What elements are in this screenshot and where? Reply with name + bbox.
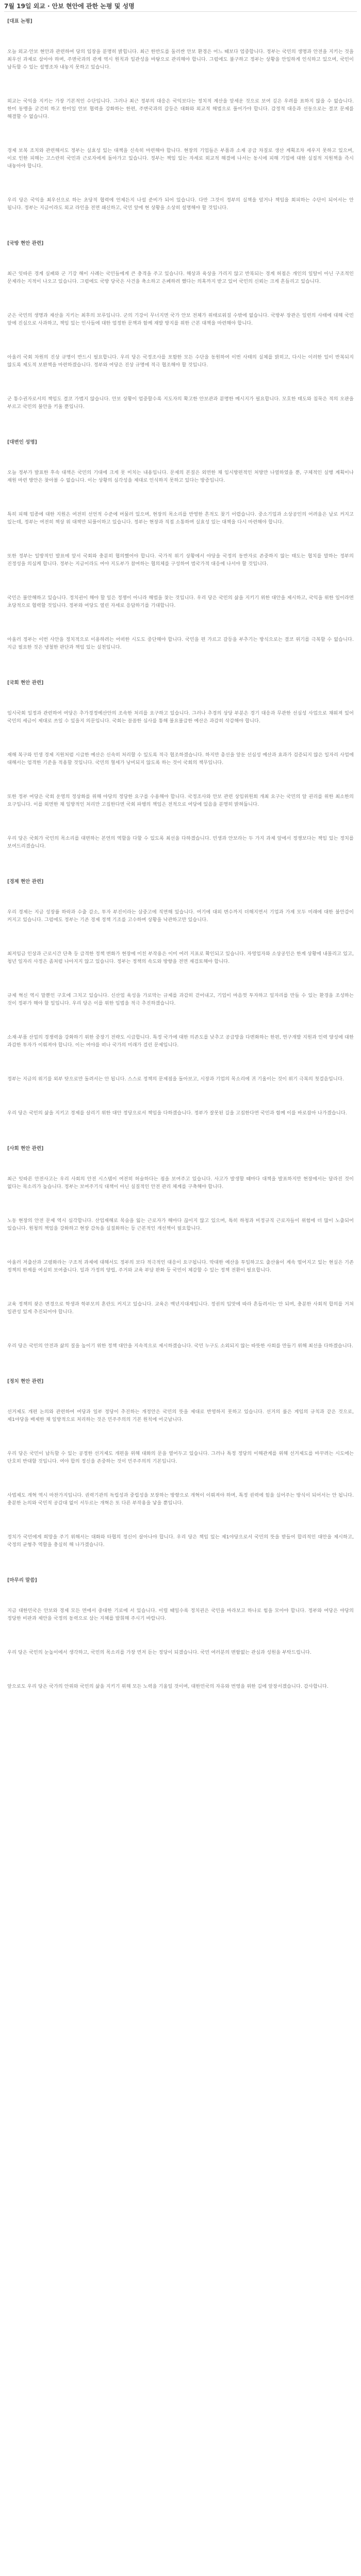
body-paragraph: 최근 잇따른 경계 실패와 군 기강 해이 사례는 국민들에게 큰 충격을 주고 있습니다. 해상과 육상을 가리지 않고 반복되는 경계 허점은 개인의 일탈이 아닌 구조적인 문제라는 지적이 나오고 있습니다. 그럼에도 국방 당국은 사건을 축소하고 은폐하려 했다는 의혹까지 받고 있어 국민의 신뢰는 크게 흔들리고 있습니다. <box>7 271 354 284</box>
body-paragraph: 우리 당은 국익을 최우선으로 하는 초당적 협력에 언제든지 나설 준비가 되어 있습니다. 다만 그것이 정부의 실책을 덮거나 책임을 회피하는 수단이 되어서는 안 됩니다. 정부는 지금이라도 외교 라인을 전면 쇄신하고, 국민 앞에 현 상황을 소상히 설명해야 할 것입니다. <box>7 197 354 211</box>
section-heading: [경제 현안 관련] <box>7 879 44 885</box>
body-paragraph: 경제 보복 조치와 관련해서도 정부는 실효성 있는 대책을 신속히 마련해야 합니다. 현장의 기업들은 부품과 소재 공급 차질로 생산 계획조차 세우지 못하고 있으며, 이로 인한 피해는 고스란히 국민과 근로자에게 돌아가고 있습니다. 정부는 책임 있는 자세로 외교적 해결에 나서는 동시에 피해 기업에 대한 실질적 지원책을 즉시 내놓아야 합니다. <box>7 148 354 169</box>
section-heading: [정치 현안 관련] <box>7 1379 44 1384</box>
body-paragraph: 또한 정부는 일방적인 발표에 앞서 국회와 충분히 협의했어야 합니다. 국가적 위기 상황에서 야당을 국정의 동반자로 존중하지 않는 태도는 협치를 말하는 정부의 진정성을 의심케 합니다. 정부는 지금이라도 여야 지도부가 참여하는 협의체를 구성하여 범국가적 대응에 나서야 할 것입니다. <box>7 553 354 567</box>
body-paragraph: 임시국회 일정과 관련하여 여당은 추가경정예산안의 조속한 처리를 요구하고 있습니다. 그러나 추경의 상당 부분은 경기 대응과 무관한 선심성 사업으로 채워져 있어 국민의 세금이 제대로 쓰일 수 있을지 의문입니다. 국회는 꼼꼼한 심사를 통해 불요불급한 예산은 과감히 삭감해야 합니다. <box>7 710 354 724</box>
body-paragraph: 선거제도 개편 논의와 관련하여 여당과 일부 정당이 추진하는 개정안은 국민의 뜻을 제대로 반영하지 못하고 있습니다. 선거의 룰은 게임의 규칙과 같은 것으로, 제1야당을 배제한 채 일방적으로 처리하는 것은 민주주의의 기본 원칙에 어긋납니다. <box>7 1409 354 1422</box>
body-paragraph: 군 통수권자로서의 책임도 결코 가볍지 않습니다. 안보 상황이 엄중할수록 지도자의 확고한 안보관과 분명한 메시지가 필요합니다. 모호한 태도와 침묵은 적의 오판을 부르고 국민의 불안을 키울 뿐입니다. <box>7 396 354 410</box>
body-paragraph: 우리 당은 국민이 납득할 수 있는 공정한 선거제도 개편을 위해 대화의 문을 열어두고 있습니다. 그러나 특정 정당의 이해관계를 위해 선거제도를 바꾸려는 시도에는 단호히 반대할 것입니다. 여야 합의 정신을 존중하는 것이 민주주의의 기본입니다. <box>7 1451 354 1464</box>
body-paragraph: 재해 복구와 민생 경제 지원처럼 시급한 예산은 신속히 처리할 수 있도록 적극 협조하겠습니다. 하지만 총선을 앞둔 선심성 예산과 효과가 검증되지 않은 일자리 사업에 대해서는 엄격한 기준을 적용할 것입니다. 국민의 혈세가 낭비되지 않도록 하는 것이 국회의 책무입니다. <box>7 752 354 766</box>
body-paragraph: 국민은 불안해하고 있습니다. 정치권이 해야 할 일은 정쟁이 아니라 해법을 찾는 것입니다. 우리 당은 국민의 삶을 지키기 위한 대안을 제시하고, 국익을 위한 일이라면 초당적으로 협력할 것입니다. 정부와 여당도 열린 자세로 응답하기를 기대합니다. <box>7 595 354 608</box>
body-paragraph: 규제 혁신 역시 말뿐인 구호에 그치고 있습니다. 신산업 육성을 가로막는 규제를 과감히 걷어내고, 기업이 마음껏 투자하고 일자리를 만들 수 있는 환경을 조성하는 것이 정부가 해야 할 일입니다. 우리 당은 이를 위한 입법을 적극 추진하겠습니다. <box>7 993 354 1006</box>
body-paragraph: 앞으로도 우리 당은 국가의 안위와 국민의 삶을 지키기 위해 모든 노력을 기울일 것이며, 대한민국의 자유와 번영을 위한 길에 앞장서겠습니다. 감사합니다. <box>7 1684 329 1689</box>
body-paragraph: 아울러 국회 차원의 진상 규명이 반드시 필요합니다. 우리 당은 국정조사를 포함한 모든 수단을 동원하여 이번 사태의 실체를 밝히고, 다시는 이러한 일이 반복되지 않도록 제도적 보완책을 마련하겠습니다. 정부와 여당은 진상 규명에 적극 협조해야 할 것입니다. <box>7 354 354 368</box>
section-heading: [국방 현안 관련] <box>7 241 44 246</box>
body-paragraph: 우리 당은 국민의 눈높이에서 생각하고, 국민의 목소리를 가장 먼저 듣는 정당이 되겠습니다. 국민 여러분의 변함없는 관심과 성원을 부탁드립니다. <box>7 1650 311 1655</box>
body-paragraph: 교육 정책의 잦은 변경으로 학생과 학부모의 혼란도 커지고 있습니다. 교육은 백년지대계입니다. 정권의 입맛에 따라 흔들려서는 안 되며, 충분한 사회적 합의를 거쳐 일관성 있게 추진되어야 합니다. <box>7 1301 354 1315</box>
section-heading: [대표 논평] <box>7 19 32 24</box>
body-paragraph: 사법제도 개혁 역시 마찬가지입니다. 권력기관의 독립성과 중립성을 보장하는 방향으로 개혁이 이뤄져야 하며, 특정 권력에 힘을 실어주는 방식이 되어서는 안 됩니다. 충분한 논의와 국민적 공감대 없이 서두르는 개혁은 또 다른 부작용을 낳을 뿐입니다. <box>7 1493 354 1506</box>
body-paragraph: 최근 잇따른 안전사고는 우리 사회의 안전 시스템이 여전히 허술하다는 점을 보여주고 있습니다. 사고가 발생할 때마다 대책을 발표하지만 현장에서는 달라진 것이 없다는 목소리가 높습니다. 정부는 보여주기식 대책이 아닌 실질적인 안전 관리 체계를 구축해야 합니다. <box>7 1176 354 1190</box>
body-paragraph: 오늘 외교·안보 현안과 관련하여 당의 입장을 분명히 밝힙니다. 최근 한반도를 둘러싼 안보 환경은 어느 때보다 엄중합니다. 정부는 국민의 생명과 안전을 지키는 것을 최우선 과제로 삼아야 하며, 주변국과의 관계 역시 원칙과 일관성을 바탕으로 관리해야 합니다. 그럼에도 불구하고 정부는 상황을 안일하게 인식하고 있으며, 국민이 납득할 수 있는 설명조차 내놓지 못하고 있습니다. <box>7 49 354 70</box>
body-paragraph: 또한 정부 여당은 국회 운영의 정상화를 위해 야당의 정당한 요구를 수용해야 합니다. 국정조사와 안보 관련 상임위원회 개최 요구는 국민의 알 권리를 위한 최소한의 요구입니다. 이를 외면한 채 일방적인 처리만 고집한다면 국회 파행의 책임은 전적으로 여당에 있음을 분명히 밝혀둡니다. <box>7 794 354 807</box>
body-paragraph: 외교는 국익을 지키는 가장 기본적인 수단입니다. 그러나 최근 정부의 대응은 국익보다는 정치적 계산을 앞세운 것으로 보여 깊은 우려를 표하지 않을 수 없습니다. 한미 동맹을 굳건히 하고 한미일 안보 협력을 강화하는 한편, 주변국과의 갈등은 대화와 외교적 해법으로 풀어가야 합니다. 감정적 대응과 선동으로는 결코 문제를 해결할 수 없습니다. <box>7 98 354 120</box>
body-paragraph: 최저임금 인상과 근로시간 단축 등 급격한 정책 변화가 현장에 미친 부작용은 이미 여러 지표로 확인되고 있습니다. 자영업자와 소상공인은 한계 상황에 내몰리고 있고, 청년 일자리 사정은 좀처럼 나아지지 않고 있습니다. 정부는 정책의 속도와 방향을 전면 재검토해야 합니다. <box>7 951 354 964</box>
body-paragraph: 아울러 저출산과 고령화라는 구조적 과제에 대해서도 정부의 보다 적극적인 대응이 요구됩니다. 막대한 예산을 투입하고도 출산율이 계속 떨어지고 있는 현실은 기존 정책의 한계를 여실히 보여줍니다. 일과 가정의 양립, 주거와 교육 부담 완화 등 국민이 체감할 수 있는 정책 전환이 필요합니다. <box>7 1260 354 1273</box>
body-paragraph: 우리 당은 국민의 삶을 지키고 경제를 살리기 위한 대안 정당으로서 책임을 다하겠습니다. 정부가 잘못된 길을 고집한다면 국민과 함께 이를 바로잡아 나가겠습니다. <box>7 1110 347 1116</box>
title-divider <box>4 11 357 12</box>
body-paragraph: 노동 현장의 안전 문제 역시 심각합니다. 산업재해로 목숨을 잃는 근로자가 해마다 끊이지 않고 있으며, 특히 하청과 비정규직 근로자들이 위험에 더 많이 노출되어 있습니다. 원청의 책임을 강화하고 현장 감독을 실질화하는 등 근본적인 개선책이 필요합니다. <box>7 1218 354 1231</box>
body-paragraph: 우리 당은 국민의 안전과 삶의 질을 높이기 위한 정책 대안을 지속적으로 제시하겠습니다. 국민 누구도 소외되지 않는 따뜻한 사회를 만들기 위해 최선을 다하겠습니다. <box>7 1343 353 1349</box>
body-paragraph: 지금 대한민국은 안보와 경제 모든 면에서 중대한 기로에 서 있습니다. 이럴 때일수록 정치권은 국민을 바라보고 하나로 힘을 모아야 합니다. 정부와 여당은 야당의 정당한 비판과 제안을 국정의 동력으로 삼는 지혜를 발휘해 주시기 바랍니다. <box>7 1608 354 1621</box>
document-title: 7월 19일 외교 · 안보 현안에 관한 논평 및 성명 <box>4 3 135 10</box>
body-paragraph: 특히 피해 업종에 대한 지원은 여전히 선언적 수준에 머물러 있으며, 현장의 목소리를 반영한 흔적도 찾기 어렵습니다. 중소기업과 소상공인의 어려움은 날로 커지고 있는데, 정부는 여전히 책상 위 대책만 되풀이하고 있습니다. 정부는 현장과 직접 소통하며 실효성 있는 대책을 다시 마련해야 합니다. <box>7 512 354 525</box>
body-paragraph: 군은 국민의 생명과 재산을 지키는 최후의 보루입니다. 군의 기강이 무너지면 국가 안보 전체가 위태로워질 수밖에 없습니다. 국방부 장관은 일련의 사태에 대해 국민 앞에 진심으로 사과하고, 책임 있는 인사들에 대한 엄정한 문책과 함께 재발 방지를 위한 근본 대책을 마련해야 합니다. <box>7 313 354 326</box>
body-paragraph: 오늘 정부가 발표한 후속 대책은 국민의 기대에 크게 못 미치는 내용입니다. 문제의 본질은 외면한 채 임시방편적인 처방만 나열하였을 뿐, 구체적인 실행 계획이나 재원 마련 방안은 찾아볼 수 없습니다. 이는 상황의 심각성을 제대로 인식하지 못하고 있다는 방증입니다. <box>7 470 354 483</box>
body-paragraph: 우리 당은 국회가 국민의 목소리를 대변하는 본연의 역할을 다할 수 있도록 최선을 다하겠습니다. 민생과 안보라는 두 가지 과제 앞에서 정쟁보다는 책임 있는 정치를 보여드리겠습니다. <box>7 836 354 849</box>
body-paragraph: 정치가 국민에게 희망을 주기 위해서는 대화와 타협의 정신이 살아나야 합니다. 우리 당은 책임 있는 제1야당으로서 국민의 뜻을 받들어 합리적인 대안을 제시하고, 국정의 균형추 역할을 충실히 해 나가겠습니다. <box>7 1534 354 1548</box>
body-paragraph: 소재·부품 산업의 경쟁력을 강화하기 위한 중장기 전략도 시급합니다. 특정 국가에 대한 의존도를 낮추고 공급망을 다변화하는 한편, 연구개발 지원과 인력 양성에 대한 과감한 투자가 이뤄져야 합니다. 이는 여야를 떠나 국가의 미래가 걸린 문제입니다. <box>7 1035 354 1048</box>
section-heading: [마무리 말씀] <box>7 1578 37 1583</box>
section-heading: [국회 현안 관련] <box>7 680 44 686</box>
body-paragraph: 우리 경제는 지금 성장률 하락과 수출 감소, 투자 부진이라는 삼중고에 직면해 있습니다. 여기에 대외 변수까지 더해지면서 기업과 가계 모두 미래에 대한 불안감이 커지고 있습니다. 그럼에도 정부는 기존 경제 정책 기조를 고수하며 상황을 낙관하고만 있습니다. <box>7 909 354 923</box>
section-heading: [사회 현안 관련] <box>7 1146 44 1151</box>
body-paragraph: 아울러 정부는 이번 사안을 정치적으로 이용하려는 어떠한 시도도 중단해야 합니다. 국민을 편 가르고 갈등을 부추기는 방식으로는 결코 위기를 극복할 수 없습니다. 지금 필요한 것은 냉철한 판단과 책임 있는 실천입니다. <box>7 637 354 650</box>
section-heading: [대변인 성명] <box>7 439 37 445</box>
body-paragraph: 정부는 지금의 위기를 외부 탓으로만 돌려서는 안 됩니다. 스스로 정책의 문제점을 돌아보고, 시장과 기업의 목소리에 귀 기울이는 것이 위기 극복의 첫걸음입니다. <box>7 1076 344 1082</box>
